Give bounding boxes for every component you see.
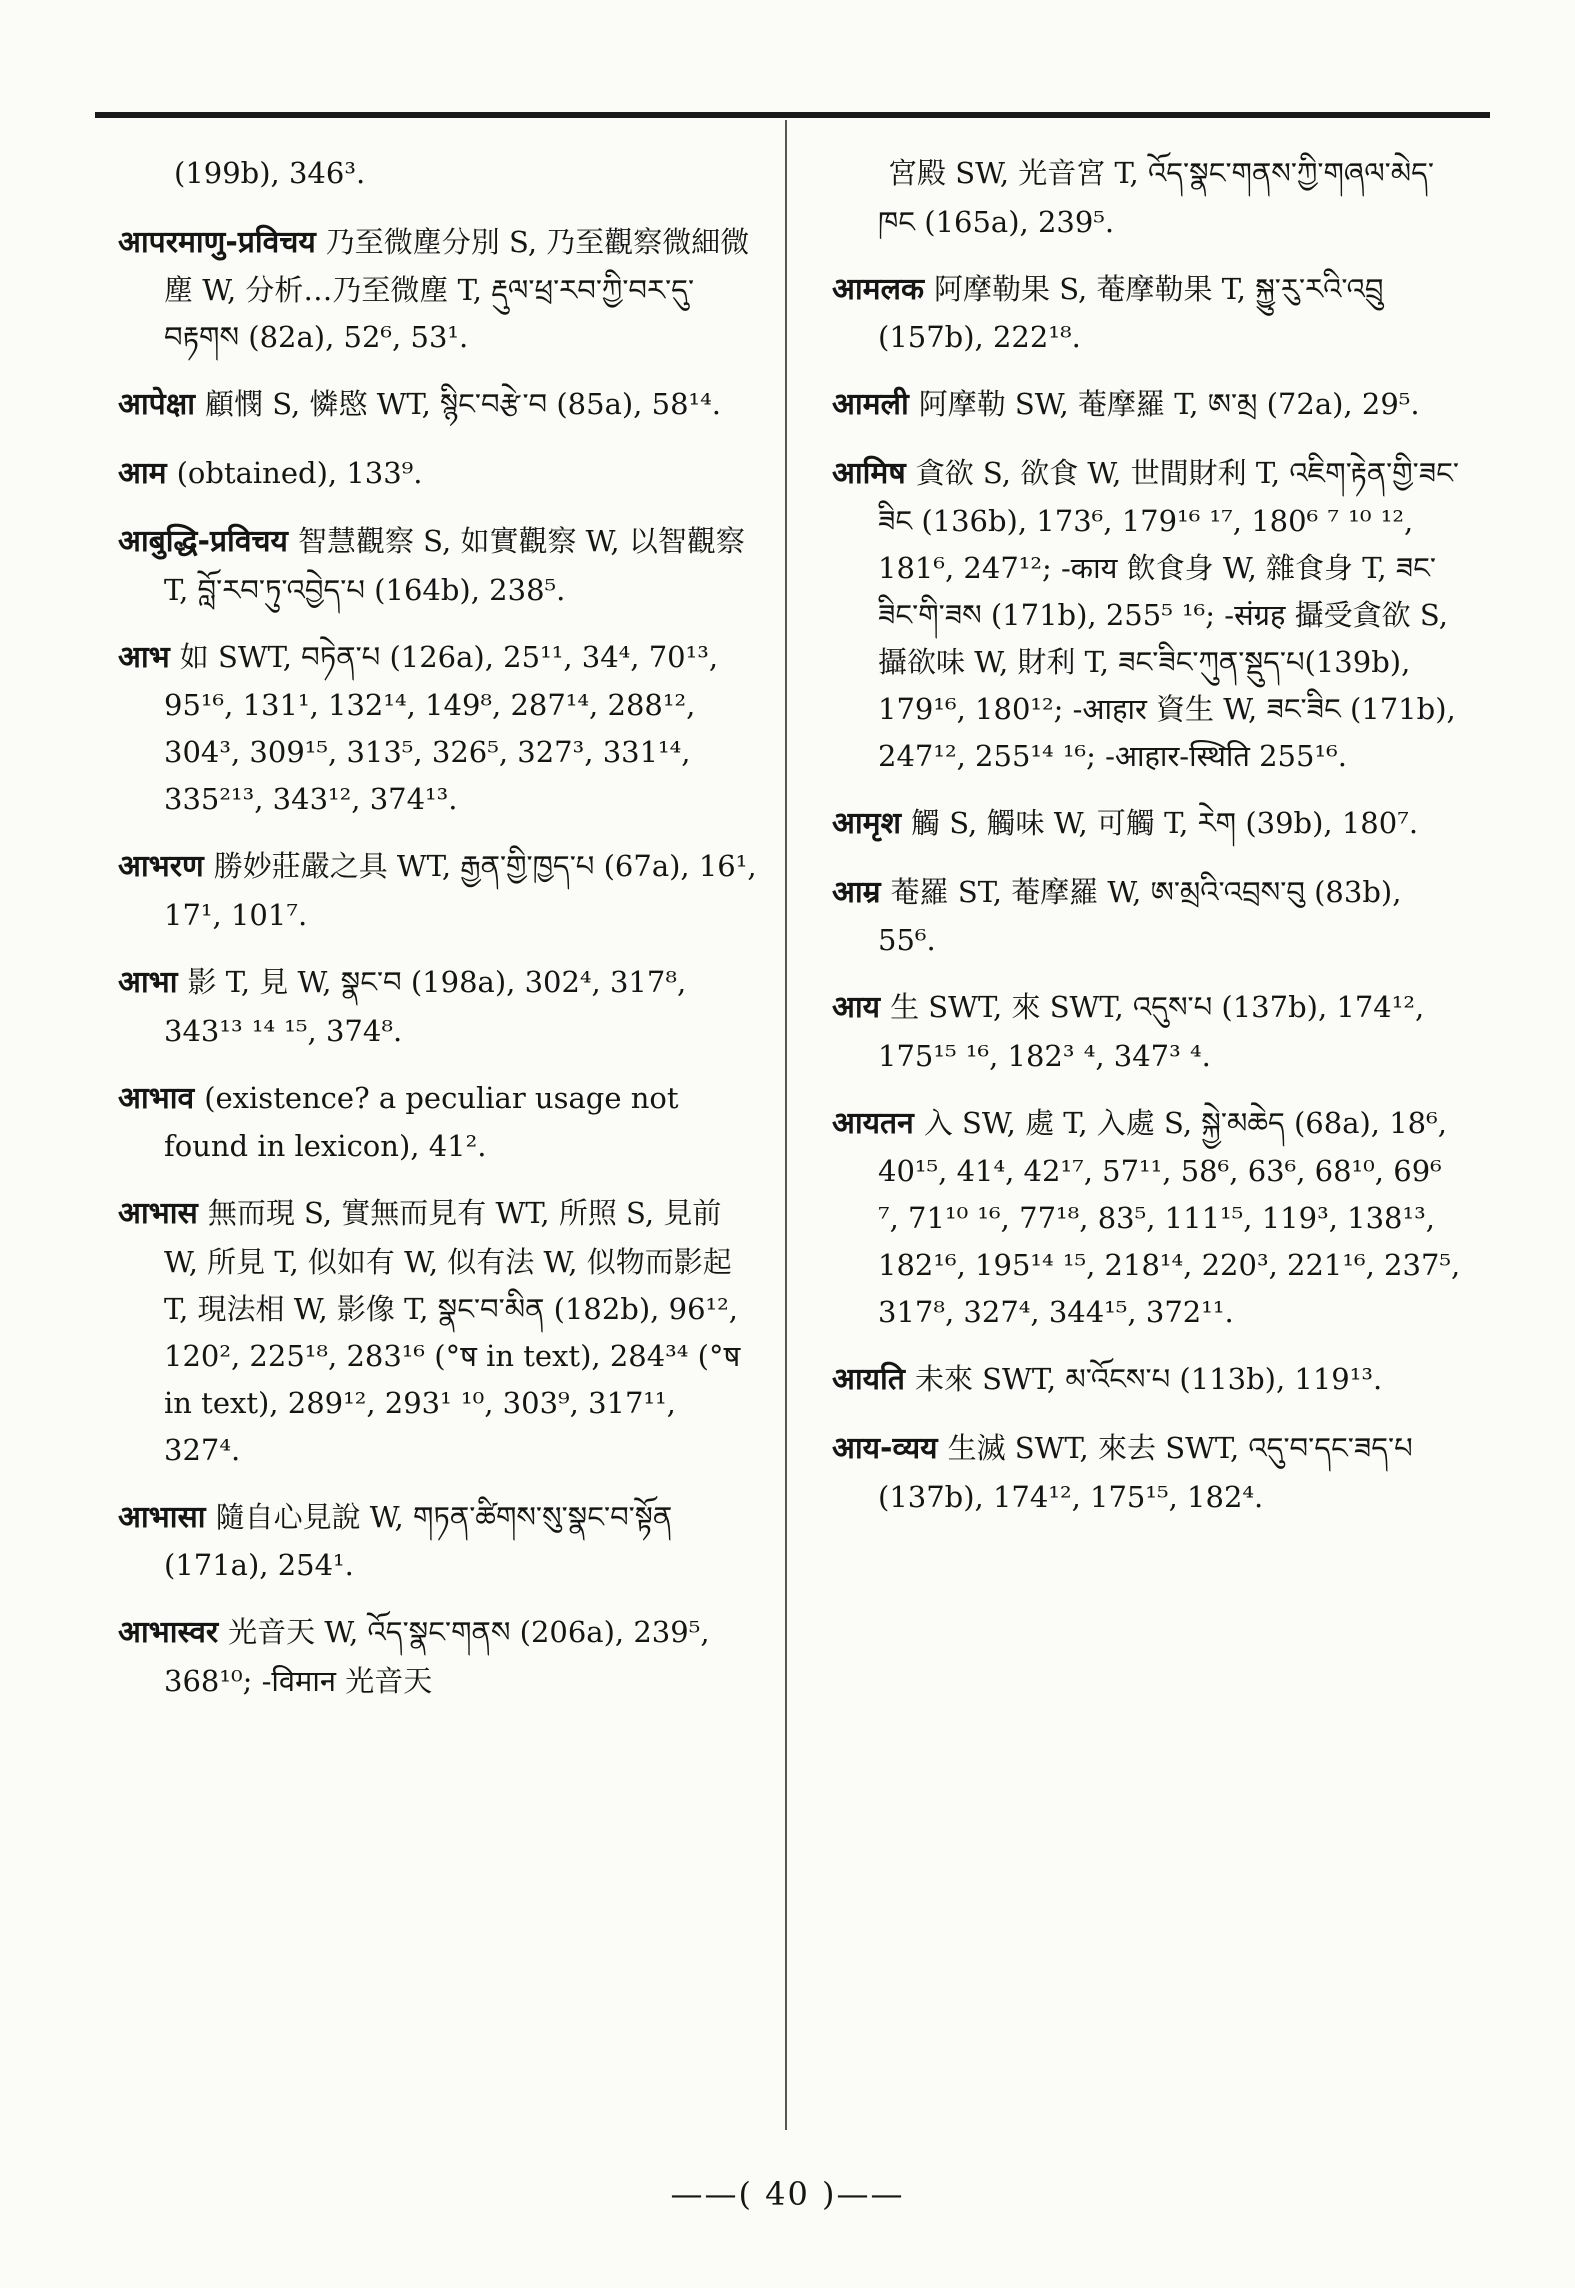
headword: आम्र [832,874,881,910]
headword: आयतन [832,1105,914,1141]
headword: आमिष [832,455,906,491]
entry-text: 貪欲 S, 欲食 W, 世間財利 T, འཇིག་རྟེན་གྱི་ཟང་ཟིང (136b), 173⁶, 179¹⁶ ¹⁷, 180⁶ ⁷ ¹⁰ ¹², 181⁶, 247¹²; -काय 飲食身 W, 雜食身 T, ཟང་ཟིང་གི་ཟས (171b), 255⁵ ¹⁶; -संग्रह 攝受貪欲 S, 攝欲味 W, 財利 T, ཟང་ཟིང་ཀུན་སྡུད་པ(139b), 179¹⁶, 180¹²; -आहार 資生 W, ཟང་ཟིང (171b), 247¹², 255¹⁴ ¹⁶; -आहार-स्थिति 255¹⁶. [878,455,1459,774]
dictionary-entry [832,150,1468,246]
headword: आबुद्धि-प्रविचय [118,524,288,560]
entry-text: 影 T, 見 W, སྣང་བ (198a), 302⁴, 317⁸, 343¹³ ¹⁴ ¹⁵, 374⁸. [164,964,687,1048]
dictionary-entry [118,1075,758,1171]
dictionary-entry [118,219,758,362]
column-divider [785,120,787,2130]
entry-text: 觸 S, 觸味 W, 可觸 T, རེག (39b), 180⁷. [911,806,1419,841]
dictionary-entry [832,1356,1468,1405]
dictionary-entry [118,150,758,199]
top-rule [95,112,1490,118]
dictionary-entry [832,266,1468,362]
entry-text: 入 SW, 處 T, 入處 S, སྐྱེ་མཆེད (68a), 18⁶, 40¹⁵, 41⁴, 42¹⁷, 57¹¹, 58⁶, 63⁶, 68¹⁰, 69⁶ ⁷, 71¹⁰ ¹⁶, 77¹⁸, 83⁵, 111¹⁵, 119³, 138¹³, 182¹⁶, 195¹⁴ ¹⁵, 218¹⁴, 220³, 221¹⁶, 237⁵, 317⁸, 327⁴, 344¹⁵, 372¹¹. [878,1105,1461,1330]
headword: आमलक [832,271,924,307]
headword: आम [118,455,167,491]
entry-text: (199b), 346³. [174,156,366,190]
entry-text: 宮殿 SW, 光音宮 T, འོད་སྣང་གནས་ཀྱི་གཞལ་མེད་ཁང (165a), 239⁵. [878,156,1434,239]
dictionary-entry [118,843,758,939]
dictionary-entry [832,1100,1468,1336]
headword: आभा [118,964,178,1000]
dictionary-entry [118,959,758,1055]
entry-text: 阿摩勒 SW, 菴摩羅 T, ཨ་མྲ (72a), 29⁵. [918,387,1420,422]
headword: आयति [832,1362,905,1398]
headword: आभ [118,639,170,675]
entry-text: 生滅 SWT, 來去 SWT, འདུ་བ་དང་ཟད་པ (137b), 174¹², 175¹⁵, 182⁴. [878,1430,1413,1514]
left-column [118,150,758,1725]
page-number: ——( 40 )—— [670,2175,905,2213]
dictionary-entry [118,450,758,499]
entry-text: (existence? a peculiar usage not found in lexicon), 41². [164,1080,679,1164]
entry-text: 智慧觀察 S, 如實觀察 W, 以智觀察 T, བློ་རབ་ཏུ་འབྱེད་པ (164b), 238⁵. [164,524,745,607]
dictionary-entry [832,869,1468,965]
entry-text: 乃至微塵分別 S, 乃至觀察微細微塵 W, 分析…乃至微塵 T, རྡུལ་ཕྲ་རབ་ཀྱི་བར་དུ་བརྟགས (82a), 52⁶, 53¹. [164,224,750,355]
headword: आमली [832,387,909,423]
dictionary-entry [118,1494,758,1590]
headword: आभासा [118,1499,206,1535]
dictionary-entry [832,800,1468,849]
entry-text: 無而現 S, 實無而見有 WT, 所照 S, 見前 W, 所見 T, 似如有 W, 似有法 W, 似物而影起 T, 現法相 W, 影像 T, སྣང་བ་མིན (182b), 96¹², 120², 225¹⁸, 283¹⁶ (°ष in text), 284³⁴ (°ष in text), 289¹², 293¹ ¹⁰, 303⁹, 317¹¹, 327⁴. [164,1196,741,1467]
headword: आय-व्यय [832,1430,938,1466]
entry-text: 未來 SWT, མ་འོངས་པ (113b), 119¹³. [914,1362,1383,1397]
headword: आमृश [832,806,901,842]
headword: आपरमाणु-प्रविचय [118,224,316,260]
entry-text: 阿摩勒果 S, 菴摩勒果 T, སྐྱུ་རུ་རའི་འབྲུ (157b), 222¹⁸. [878,271,1384,355]
dictionary-entry [118,518,758,614]
headword: आभास [118,1196,198,1232]
headword: आभास्वर [118,1615,219,1651]
dictionary-entry [832,1425,1468,1521]
headword: आभाव [118,1080,195,1116]
headword: आभरण [118,849,204,885]
entry-text: 生 SWT, 來 SWT, འདུས་པ (137b), 174¹², 175¹⁵ ¹⁶, 182³ ⁴, 347³ ⁴. [878,990,1425,1073]
right-column [832,150,1468,1540]
dictionary-entry [832,984,1468,1080]
headword: आय [832,990,881,1026]
entry-text: (obtained), 133⁹. [176,455,423,490]
entry-text: 菴羅 ST, 菴摩羅 W, ཨ་མྲའི་འབྲས་བུ (83b), 55⁶. [878,874,1402,958]
entry-text: 光音天 W, འོད་སྣང་གནས (206a), 239⁵, 368¹⁰; -विमान 光音天 [164,1615,710,1698]
entry-text: 勝妙莊嚴之具 WT, རྒྱན་གྱི་ཁྱད་པ (67a), 16¹, 17¹, 101⁷. [164,849,757,932]
headword: आपेक्षा [118,387,195,423]
entry-text: 如 SWT, བཏེན་པ (126a), 25¹¹, 34⁴, 70¹³, 95¹⁶, 131¹, 132¹⁴, 149⁸, 287¹⁴, 288¹², 304³, 309¹⁵, 313⁵, 326⁵, 327³, 331¹⁴, 335²¹³, 343¹², 374¹³. [164,639,719,817]
entry-text: 顧憫 S, 憐愍 WT, སྙིང་བརྩེ་བ (85a), 58¹⁴. [204,387,721,422]
dictionary-entry [832,381,1468,430]
dictionary-entry [118,1609,758,1705]
dictionary-entry [118,381,758,430]
dictionary-entry [118,634,758,824]
dictionary-entry [118,1190,758,1473]
dictionary-entry [832,450,1468,780]
entry-text: 隨自心見說 W, གཏན་ཚིགས་སུ་སྣང་བ་སྟོན (171a), 254¹. [164,1499,673,1583]
